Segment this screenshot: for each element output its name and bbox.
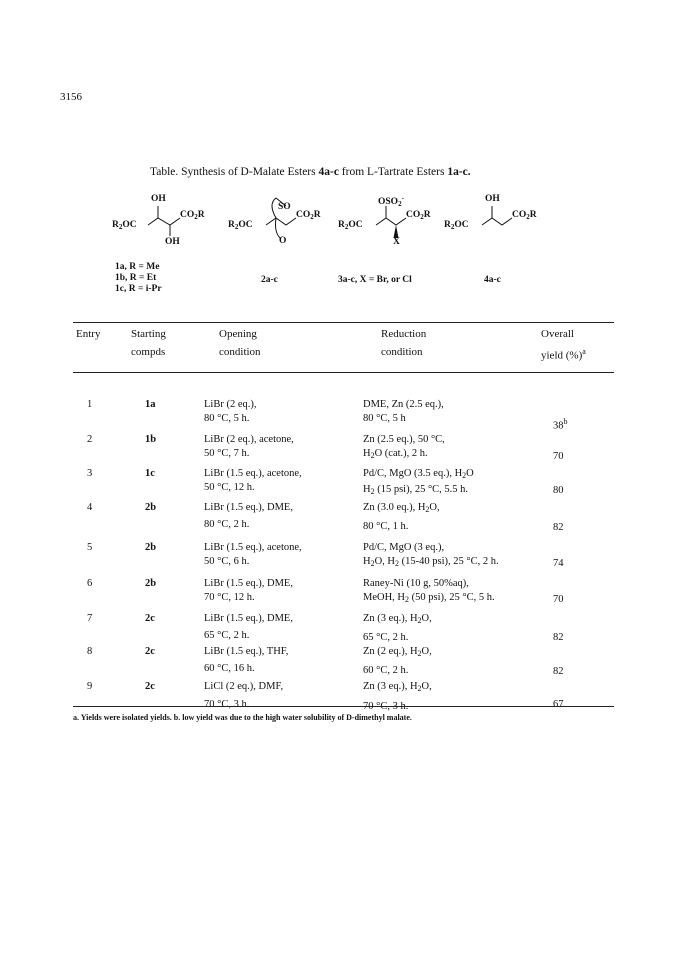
page-number: 3156 [60,91,82,103]
table-footnote: a. Yields were isolated yields. b. low yield was due to the high water solubility of D-dimethyl malate. [73,713,412,722]
row-reduction: Zn (2 eq.), $H_2O$, 60 °C, 2 h. [363,646,432,676]
table-title-text: Synthesis of D-Malate Esters [178,166,319,178]
sulfite-ring-bottom: O [279,236,287,246]
row-yield: 80 [553,485,564,496]
row-entry: 1 [87,399,93,410]
compound-label-3: 3a-c, X = Br, or Cl [338,275,412,285]
row-opening: LiBr (1.5 eq.), THF, 60 °C, 16 h. [204,646,289,674]
row-compound: 1b [145,434,157,445]
row-compound: 2b [145,502,157,513]
malate-top-group: OH [485,194,500,204]
sulfite-ring-top: SO [278,202,291,212]
row-reduction: Pd/C, MgO (3 eq.), $H_2O$, $H_2$ (15-40 psi), 25 °C, 2 h. [363,542,499,568]
table-title-prefix: Table. [150,166,179,178]
row-reduction: DME, Zn (2.5 eq.), 80 °C, 5 h [363,399,444,424]
tartrate-bottom-group: OH [165,237,180,247]
row-entry: 4 [87,502,93,513]
compound-label-1a: 1a, R = Me [115,262,160,272]
row-entry: 3 [87,468,93,479]
row-reduction: Zn (3 eq.), $H_2O$, 65 °C, 2 h. [363,613,432,643]
table-title-mid: from L-Tartrate Esters [338,166,448,178]
row-opening: LiBr (1.5 eq.), acetone, 50 °C, 6 h. [204,542,302,567]
row-reduction: Pd/C, MgO (3.5 eq.), $H_2O$ $H_2$ (15 psi), 25 °C, 5.5 h. [363,468,474,496]
tartrate-top-group: OH [151,194,166,204]
row-yield: 67 [553,699,564,710]
compound-label-2: 2a-c [261,275,278,285]
row-reduction: Zn (3.0 eq.), $H_2O$, 80 °C, 1 h. [363,502,440,532]
header-reduction: Reduction condition [381,328,427,358]
header-yield: Overall yield (%)$^a$ [541,328,586,362]
row-opening: LiBr (1.5 eq.), DME, 65 °C, 2 h. [204,613,293,641]
row-entry: 9 [87,681,93,692]
row-opening: LiBr (1.5 eq.), acetone, 50 °C, 12 h. [204,468,302,493]
table-bottom-rule [73,706,614,707]
compound-label-1 [115,262,162,295]
compound-label-4: 4a-c [484,275,501,285]
row-opening: LiBr (1.5 eq.), DME, 80 °C, 2 h. [204,502,293,530]
row-compound: 2b [145,542,157,553]
row-entry: 5 [87,542,93,553]
malate-right-group: $CO_2R$ [512,210,537,221]
row-reduction: Raney-Ni (10 g, 50%aq), MeOH, $H_2$ (50 psi), 25 °C, 5 h. [363,578,495,604]
halo-sulfate-right-group: $CO_2R$ [406,210,431,221]
structure-cyclic-sulfite [228,192,333,254]
header-opening: Opening condition [219,328,261,358]
structure-malate [444,192,554,254]
sulfite-right-group: $CO_2R$ [296,210,321,221]
halo-sulfate-left-group: $R_2OC$ [338,220,363,231]
header-bottom-rule [73,372,614,373]
row-opening: LiBr (1.5 eq.), DME, 70 °C, 12 h. [204,578,293,603]
table-title [150,166,471,178]
table-title-bold-product: 4a-c [318,166,339,178]
halo-sulfate-bottom-group: X [393,237,400,247]
compound-label-1c: 1c, R = i-Pr [115,284,162,294]
row-entry: 7 [87,613,93,624]
row-yield: 82 [553,632,564,643]
row-opening: LiBr (2 eq.), 80 °C, 5 h. [204,399,257,424]
row-yield: 38$^b$ [553,417,568,432]
row-entry: 2 [87,434,93,445]
structure-halo-sulfate [338,192,448,254]
row-opening: LiBr (2 eq.), acetone, 50 °C, 7 h. [204,434,294,459]
row-yield: 70 [553,451,564,462]
row-opening: LiCl (2 eq.), DMF, 70 °C, 3 h. [204,681,284,710]
row-reduction: Zn (2.5 eq.), 50 °C, $H_2O$ (cat.), 2 h. [363,434,445,460]
sulfite-left-group: $R_2OC$ [228,220,253,231]
row-compound: 1a [145,399,156,410]
row-entry: 8 [87,646,93,657]
tartrate-right-group: $CO_2R$ [180,210,205,221]
compound-label-1b: 1b, R = Et [115,273,157,283]
row-compound: 1c [145,468,155,479]
tartrate-left-group: $R_2OC$ [112,220,137,231]
header-entry: Entry [76,328,101,340]
row-yield: 82 [553,522,564,533]
row-yield: 82 [553,666,564,677]
table-title-bold-start: 1a-c. [447,166,471,178]
row-reduction: Zn (3 eq.), $H_2O$, 70 °C, 3 h. [363,681,432,712]
row-yield: 70 [553,594,564,605]
halo-sulfate-top-group: $OSO_2^-$ [378,194,404,209]
row-entry: 6 [87,578,93,589]
row-compound: 2c [145,646,155,657]
malate-left-group: $R_2OC$ [444,220,469,231]
row-compound: 2c [145,681,155,692]
structure-tartrate [112,192,222,254]
header-starting: Starting compds [131,328,166,358]
row-compound: 2b [145,578,157,589]
table-top-rule [73,322,614,323]
row-compound: 2c [145,613,155,624]
row-yield: 74 [553,558,564,569]
